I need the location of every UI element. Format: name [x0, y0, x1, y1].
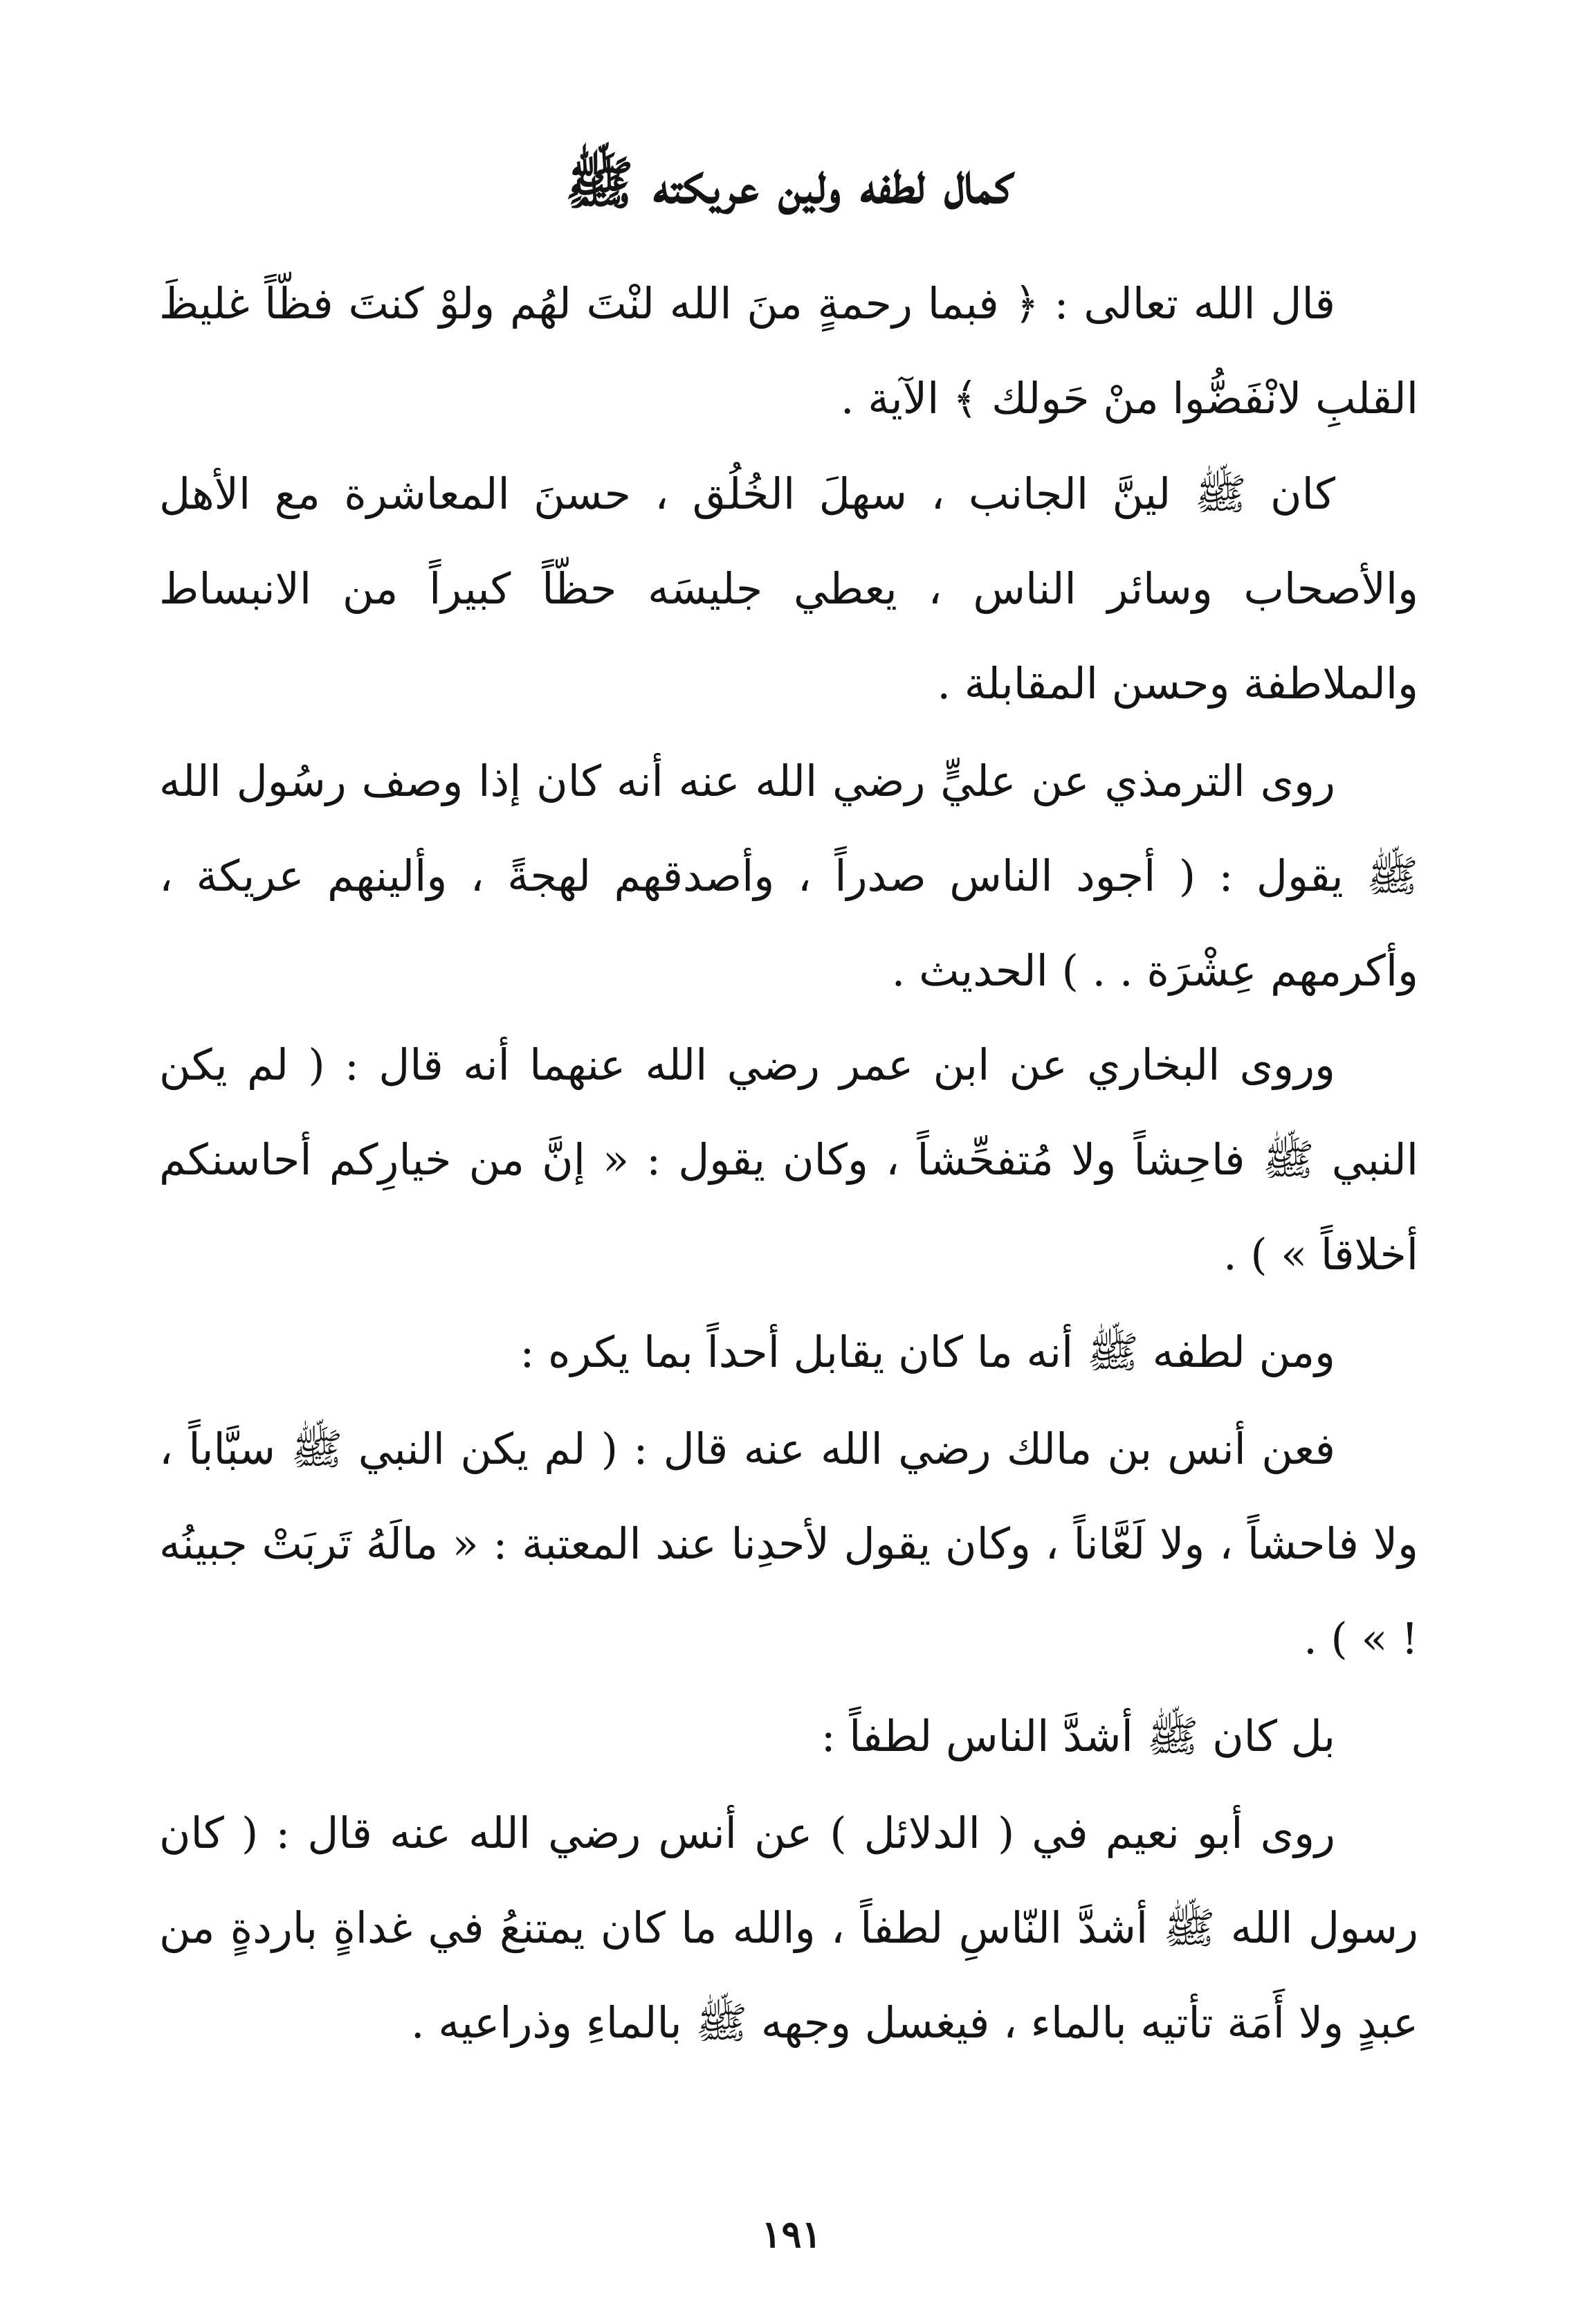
paragraph-gentlest-heading: بل كان ﷺ أشدَّ الناس لطفاً : — [821, 1711, 1335, 1761]
paragraph-anas-hadith: فعن أنس بن مالك رضي الله عنه قال : ( لم يكن النبي ﷺ سبَّاباً ، ولا فاحشاً ، ولا لَعَّاناً ، وكان يقول لأحدِنا عند المعتبة : « مالَهُ تَربَتْ جبينُه ! » ) . — [159, 1424, 1418, 1664]
paragraph-tirmidhi: روى الترمذي عن عليٍّ رضي الله عنه أنه كان إذا وصف رسُول الله ﷺ يقول : ( أجود الناس صدراً ، وأصدقهم لهجةً ، وألينهم عريكة ، وأكرمهم عِشْرَة . . ) الحديث . — [159, 756, 1418, 996]
page-title: كمال لطفه ولين عريكته ﷺ — [565, 150, 1013, 217]
paragraph-bukhari: وروى البخاري عن ابن عمر رضي الله عنهما أنه قال : ( لم يكن النبي ﷺ فاحِشاً ولا مُتفحِّشاً ، وكان يقول : « إنَّ من خيارِكم أحاسنكم أخلاقاً » ) . — [159, 1040, 1418, 1280]
paragraph-character: كان ﷺ لينَّ الجانب ، سهلَ الخُلُق ، حسنَ المعاشرة مع الأهل والأصحاب وسائر الناس ، يعطي جليسَه حظّاً كبيراً من الانبساط والملاطفة وحسن المقابلة . — [159, 469, 1418, 709]
paragraph-kindness-heading: ومن لطفه ﷺ أنه ما كان يقابل أحداً بما يكره : — [520, 1327, 1335, 1377]
page-number: ١٩١ — [761, 2212, 822, 2256]
paragraph-abu-nuaim: روى أبو نعيم في ( الدلائل ) عن أنس رضي الله عنه قال : ( كان رسول الله ﷺ أشدَّ النّاسِ لطفاً ، والله ما كان يمتنعُ في غداةٍ باردةٍ من عبدٍ ولا أَمَة تأتيه بالماء ، فيغسل وجهه ﷺ بالماءِ وذراعيه . — [159, 1808, 1418, 2048]
paragraph-quran-verse: قال الله تعالى : ﴿ فبما رحمةٍ منَ الله لنْتَ لهُم ولوْ كنتَ فظّاً غليظَ القلبِ لانْفَضُّوا منْ حَولك ﴾ الآية . — [159, 278, 1418, 424]
